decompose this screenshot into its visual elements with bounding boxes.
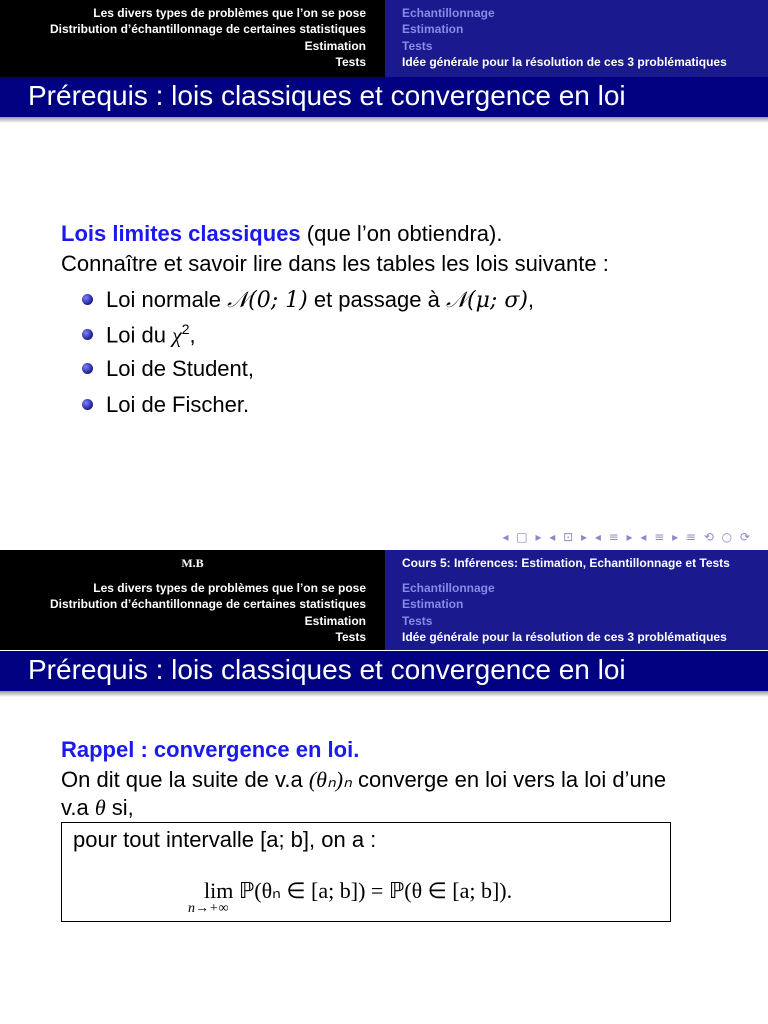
- list-item: Loi de Fischer.: [82, 392, 249, 418]
- subsection-link[interactable]: Tests: [402, 39, 433, 53]
- frame-title-bar: [0, 651, 768, 691]
- navigation-header: [0, 0, 768, 77]
- navigation-header: [0, 550, 768, 650]
- definition-line-2: v.a θ si,: [61, 795, 134, 820]
- instruction-line: Connaître et savoir lire dans les tables les lois suivante :: [61, 251, 609, 276]
- section-link[interactable]: Estimation: [304, 614, 366, 628]
- subsection-link-active[interactable]: Idée générale pour la résolution de ces 3 problématiques: [402, 630, 727, 644]
- section-link[interactable]: Tests: [335, 55, 366, 69]
- list-item: Loi de Student,: [82, 356, 254, 382]
- definition-box: [61, 822, 671, 922]
- section-nav: [0, 550, 385, 650]
- subsection-link[interactable]: Estimation: [402, 22, 464, 36]
- bullet-icon: [82, 329, 93, 340]
- section-nav: [0, 0, 385, 77]
- limit-subscript: n→+∞: [188, 901, 229, 916]
- bullet-icon: [82, 294, 93, 305]
- section-link[interactable]: Tests: [335, 630, 366, 644]
- bullet-icon: [82, 363, 93, 374]
- list-item: Loi du $\chi^2$,: [82, 321, 196, 348]
- box-text: pour tout intervalle [a; b], on a :: [73, 827, 377, 852]
- bullet-icon: [82, 399, 93, 410]
- subsection-link[interactable]: Echantillonnage: [402, 6, 495, 20]
- title-shadow: [0, 117, 768, 123]
- frame-title: Prérequis : lois classiques et convergence en loi: [28, 654, 626, 685]
- section-link[interactable]: Estimation: [304, 39, 366, 53]
- definition-line: On dit que la suite de v.a (θₙ)ₙ converge en loi vers la loi d’une: [61, 767, 667, 792]
- course-title: Cours 5: Inférences: Estimation, Echantillonnage et Tests: [402, 556, 730, 570]
- beamer-navigation-icons[interactable]: ◂ □ ▸ ◂ ⊡ ▸ ◂ ≡ ▸ ◂ ≡ ▸ ≡ ⟲ ○ ⟳: [502, 530, 752, 544]
- section-link[interactable]: Distribution d’échantillonnage de certaines statistiques: [49, 22, 366, 36]
- subsection-nav: [385, 0, 768, 77]
- alert-heading: Rappel : convergence en loi.: [61, 737, 360, 762]
- list-item: Loi normale 𝒩(0; 1) et passage à 𝒩(μ; σ),: [82, 287, 534, 313]
- subsection-link[interactable]: Echantillonnage: [402, 581, 495, 595]
- limit-formula: lim ℙ(θₙ ∈ [a; b]) = ℙ(θ ∈ [a; b]).: [204, 878, 513, 903]
- title-shadow: [0, 691, 768, 697]
- subsection-link[interactable]: Estimation: [402, 597, 464, 611]
- section-link[interactable]: Les divers types de problèmes que l’on se pose: [93, 581, 366, 595]
- section-link[interactable]: Les divers types de problèmes que l’on se pose: [93, 6, 366, 20]
- frame-title-bar: [0, 77, 768, 117]
- author-label: M.B: [181, 556, 204, 570]
- alert-text: Lois limites classiques: [61, 221, 301, 246]
- section-link[interactable]: Distribution d’échantillonnage de certaines statistiques: [49, 597, 366, 611]
- intro-line: [61, 221, 502, 247]
- subsection-nav: [385, 550, 768, 650]
- alert-rest: (que l’on obtiendra).: [300, 221, 503, 246]
- slide-2: [0, 550, 768, 1024]
- subsection-link-active[interactable]: Idée générale pour la résolution de ces 3 problématiques: [402, 55, 727, 69]
- frame-title: Prérequis : lois classiques et convergence en loi: [28, 80, 626, 111]
- subsection-link[interactable]: Tests: [402, 614, 433, 628]
